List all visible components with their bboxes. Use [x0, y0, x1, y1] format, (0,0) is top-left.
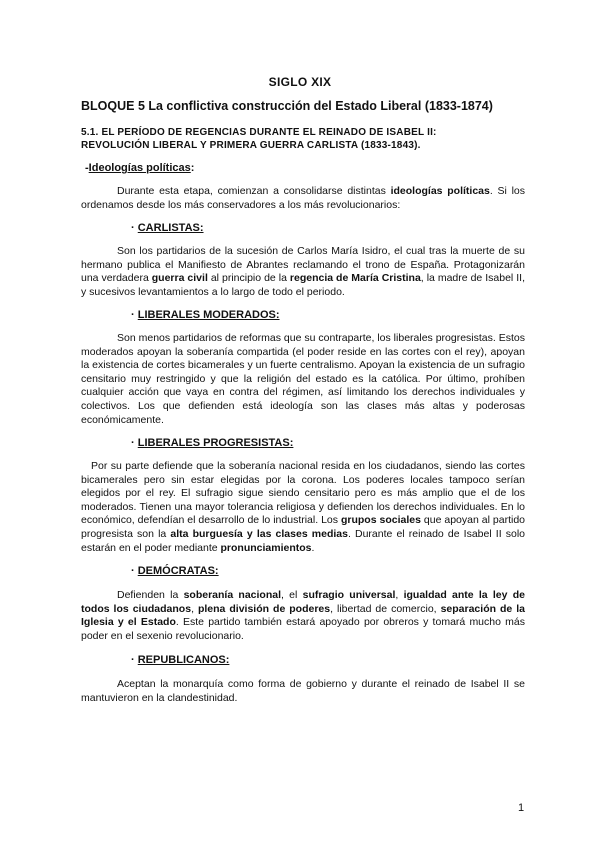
- section-heading: [81, 126, 521, 152]
- republicanos-heading: · REPUBLICANOS:: [131, 654, 230, 666]
- page-number: 1: [518, 802, 525, 814]
- ideologias-label: Ideologías políticas: [88, 162, 191, 174]
- section-heading-line-2: REVOLUCIÓN LIBERAL Y PRIMERA GUERRA CARLISTA (1833-1843).: [81, 140, 421, 151]
- progresistas-heading: · LIBERALES PROGRESISTAS:: [131, 437, 294, 449]
- democratas-heading: · DEMÓCRATAS:: [131, 565, 219, 577]
- moderados-heading: · LIBERALES MODERADOS:: [131, 309, 280, 321]
- republicanos-label: REPUBLICANOS:: [137, 654, 230, 666]
- moderados-label: LIBERALES MODERADOS:: [137, 309, 280, 321]
- intro-paragraph: Durante esta etapa, comienzan a consolidarse distintas ideologías políticas. Si los ordenamos desde los más conservadores a los más revolucionarios:: [81, 185, 525, 211]
- document-title: SIGLO XIX: [268, 75, 332, 89]
- democratas-label: DEMÓCRATAS:: [137, 565, 219, 577]
- progresistas-label: LIBERALES PROGRESISTAS:: [137, 437, 294, 449]
- democratas-paragraph: Defienden la soberanía nacional, el sufragio universal, igualdad ante la ley de todos los ciudadanos, plena división de poderes, libertad de comercio, separación de la Iglesia y el Estado. Este partido también estará apoyado por obreros y tomará mucho más poder en el sexenio revolucionario.: [81, 589, 525, 642]
- ideologias-heading: [85, 162, 194, 174]
- bloque-heading: BLOQUE 5 La conflictiva construcción del Estado Liberal (1833-1874): [81, 99, 493, 113]
- carlistas-label: CARLISTAS:: [137, 222, 204, 234]
- section-heading-line-1: 5.1. EL PERÍODO DE REGENCIAS DURANTE EL REINADO DE ISABEL II:: [81, 127, 437, 138]
- moderados-paragraph: Son menos partidarios de reformas que su contraparte, los liberales progresistas. Estos moderados apoyan la soberanía compartida (el poder reside en las cortes con el rey), apoyan la existencia de cortes bicamerales y un fuerte centralismo. Apoyan la existencia de un sufragio censitario muy restringido y que la religión del estado es la católica. Por último, prohíben cualquier acción que vaya en contra del régimen, así limitando los derechos individuales y colectivos. Los que defienden está ideología son las clases más altas y poderosas económicamente.: [81, 332, 525, 426]
- ideologias-prefix: -: [85, 162, 89, 174]
- carlistas-paragraph: Son los partidarios de la sucesión de Carlos María Isidro, el cual tras la muerte de su hermano publica el Manifiesto de Abrantes reclamando el trono de España. Protagonizarán una verdadera guerra civil al principio de la regencia de María Cristina, la madre de Isabel II, y sucesivos levantamientos a lo largo de todo el periodo.: [81, 245, 525, 298]
- carlistas-heading: · CARLISTAS:: [131, 222, 204, 234]
- ideologias-suffix: :: [190, 162, 195, 174]
- republicanos-paragraph: Aceptan la monarquía como forma de gobierno y durante el reinado de Isabel II se mantuvieron en la clandestinidad.: [81, 678, 525, 704]
- progresistas-paragraph: Por su parte defiende que la soberanía nacional resida en los ciudadanos, siendo las cortes bicamerales pero sin estar elegidas por la corona. Los poderes locales tampoco serían elegidos por el rey. El sufragio sigue siendo censitario pero es más amplio que el de los moderados. Tienen una mayor tolerancia religiosa y defienden los derechos individuales. En lo económico, defendían el desarrollo de lo industrial. Los grupos sociales que apoyan al partido progresista son la alta burguesía y las clases medias. Durante el reinado de Isabel II solo estarán en el poder mediante pronunciamientos.: [81, 460, 526, 554]
